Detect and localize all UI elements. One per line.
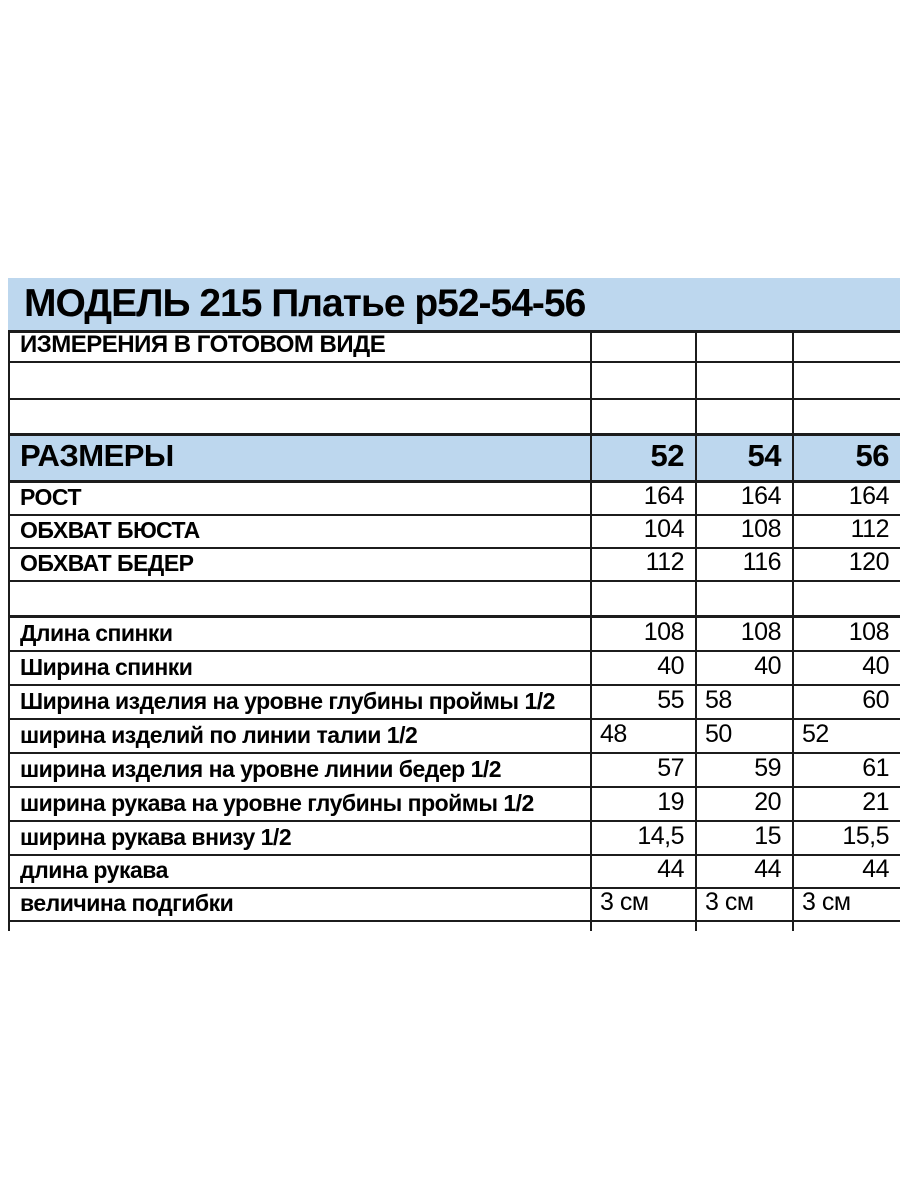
row-label: Длина спинки: [20, 620, 173, 646]
table-row: [8, 652, 900, 686]
empty-row: [8, 582, 900, 618]
row-label: длина рукава: [20, 857, 168, 883]
empty-row: [8, 400, 900, 436]
empty-cell: [590, 582, 695, 615]
table-row: [8, 754, 900, 788]
gridline-stub: [695, 922, 697, 931]
row-value-56: 40: [792, 652, 900, 684]
row-label: ширина изделий по линии талии 1/2: [20, 722, 418, 748]
row-value-56: 15,5: [792, 822, 900, 854]
table-row: [8, 788, 900, 822]
row-value-54: 3 см: [695, 889, 792, 920]
row-value-52: 112: [590, 549, 695, 580]
row-value-54: 15: [695, 822, 792, 854]
gridline-stub: [590, 922, 592, 931]
row-value-54: 50: [695, 720, 792, 752]
row-value-56: 120: [792, 549, 900, 580]
row-label: РОСТ: [20, 484, 82, 510]
table-row: [8, 618, 900, 652]
table-row: [8, 889, 900, 922]
row-value-54: 116: [695, 549, 792, 580]
sizes-header-row: [8, 436, 900, 483]
empty-cell: [10, 400, 590, 433]
empty-cell: [792, 363, 900, 398]
sizes-header-label: РАЗМЕРЫ: [20, 438, 174, 473]
row-value-54: 59: [695, 754, 792, 786]
empty-row: [8, 363, 900, 400]
empty-cell: [10, 582, 590, 615]
empty-cell: [695, 400, 792, 433]
empty-cell: [695, 363, 792, 398]
empty-cell: [695, 333, 792, 361]
table-row: [8, 549, 900, 582]
gridline-stub: [8, 922, 10, 931]
row-value-52: 14,5: [590, 822, 695, 854]
row-value-54: 44: [695, 856, 792, 887]
row-value-52: 55: [590, 686, 695, 718]
row-value-56: 3 см: [792, 889, 900, 920]
row-value-52: 108: [590, 618, 695, 650]
size-table: [8, 278, 900, 922]
row-value-56: 44: [792, 856, 900, 887]
row-value-56: 52: [792, 720, 900, 752]
table-row: [8, 516, 900, 549]
row-value-56: 164: [792, 483, 900, 514]
row-value-56: 108: [792, 618, 900, 650]
table-row: [8, 856, 900, 889]
row-value-52: 3 см: [590, 889, 695, 920]
row-label: ширина изделия на уровне линии бедер 1/2: [20, 756, 502, 782]
row-value-54: 40: [695, 652, 792, 684]
row-value-52: 44: [590, 856, 695, 887]
table-title: МОДЕЛЬ 215 Платье р52-54-56: [24, 282, 586, 325]
size-column-header-56: 56: [792, 436, 900, 480]
row-label: Ширина спинки: [20, 654, 193, 680]
row-value-54: 58: [695, 686, 792, 718]
row-value-56: 112: [792, 516, 900, 547]
row-value-54: 164: [695, 483, 792, 514]
row-value-56: 61: [792, 754, 900, 786]
row-label: ширина рукава внизу 1/2: [20, 824, 292, 850]
row-value-52: 19: [590, 788, 695, 820]
row-label: величина подгибки: [20, 890, 234, 916]
row-value-54: 20: [695, 788, 792, 820]
table-row: [8, 822, 900, 856]
row-label: ширина рукава на уровне глубины проймы 1/2: [20, 790, 534, 816]
size-column-header-54: 54: [695, 436, 792, 480]
empty-cell: [590, 400, 695, 433]
table-row: [8, 483, 900, 516]
gridline-stub: [792, 922, 794, 931]
empty-cell: [590, 363, 695, 398]
row-value-56: 21: [792, 788, 900, 820]
garment-measurement-rows: [8, 618, 900, 922]
row-value-52: 57: [590, 754, 695, 786]
empty-cell: [590, 333, 695, 361]
row-label: Ширина изделия на уровне глубины проймы 1/2: [20, 688, 555, 714]
empty-cell: [695, 582, 792, 615]
size-column-header-52: 52: [590, 436, 695, 480]
table-row: [8, 686, 900, 720]
row-value-54: 108: [695, 516, 792, 547]
empty-cell: [792, 582, 900, 615]
table-row: [8, 720, 900, 754]
row-value-56: 60: [792, 686, 900, 718]
row-value-52: 104: [590, 516, 695, 547]
empty-cell: [792, 400, 900, 433]
empty-cell: [10, 363, 590, 398]
row-label: ОБХВАТ БЮСТА: [20, 517, 200, 543]
row-label: ОБХВАТ БЕДЕР: [20, 550, 194, 576]
empty-cell: [792, 333, 900, 361]
row-value-52: 40: [590, 652, 695, 684]
body-measurement-rows: [8, 483, 900, 582]
table-title-row: [8, 278, 900, 333]
row-value-52: 164: [590, 483, 695, 514]
measurements-header-label: ИЗМЕРЕНИЯ В ГОТОВОМ ВИДЕ: [20, 333, 386, 358]
measurements-header-row: [8, 333, 900, 363]
row-value-52: 48: [590, 720, 695, 752]
row-value-54: 108: [695, 618, 792, 650]
